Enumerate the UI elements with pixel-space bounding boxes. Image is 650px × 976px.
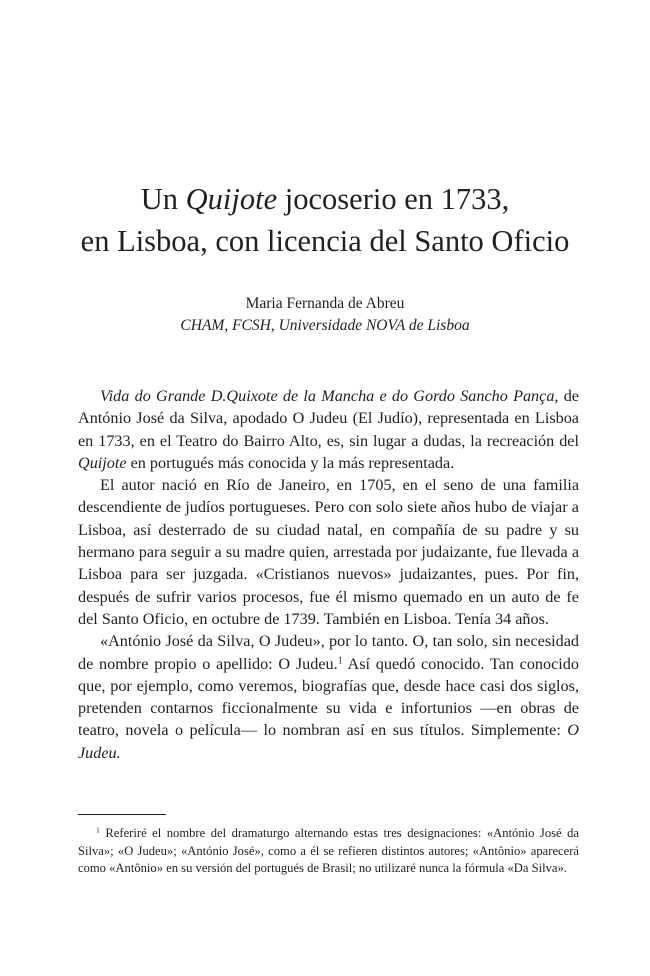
o-judeu-italic: O Judeu.	[78, 721, 579, 762]
footnote-text: Referiré el nombre del dramaturgo alternando estas tres designaciones: «António José da Silva»; «O Judeu»; «António José», como a él se refieren distintos autores; «Antônio» aparecerá como «Antônio» en su versión del portugués de Brasil; no utilizaré nunca la fórmula «Da Silva».	[78, 826, 579, 876]
paragraph-3-text-b: Así quedó conocido. Tan conocido que, por ejemplo, como veremos, biografías que, desde hace casi dos siglos, pretenden contarnos ficcionalmente su vida e infortunios —en obras de teatro, novela o película— lo nombran así en sus títulos. Simplemente:	[78, 654, 579, 740]
quijote-italic: Quijote	[78, 453, 127, 472]
paragraph-1-text-a: de António José da Silva, apodado O Judeu (El Judío), representada en Lisboa en 1733, en el Teatro do Bairro Alto, es, sin lugar a dudas, la recreación del	[78, 387, 579, 450]
author-affiliation: CHAM, FCSH, Universidade NOVA de Lisboa	[180, 317, 470, 334]
title-line-2: en Lisboa, con licencia del Santo Oficio	[80, 224, 570, 258]
footnote-divider	[78, 814, 166, 815]
paragraph-1-text-b: en portugués más conocida y la más representada.	[126, 453, 455, 472]
author-block	[0, 293, 650, 337]
footnote-1	[78, 825, 579, 878]
footnote-number: 1	[96, 825, 100, 835]
work-title-italic: Vida do Grande D.Quixote de la Mancha e do Gordo Sancho Pança,	[100, 387, 559, 405]
footnote-reference[interactable]: 1	[337, 655, 343, 667]
article-title	[0, 178, 650, 262]
title-prefix: Un	[140, 182, 186, 216]
paragraph-1	[78, 385, 579, 474]
paragraph-3	[78, 630, 579, 764]
paragraph-2: El autor nació en Río de Janeiro, en 1705, en el seno de una familia descendiente de judíos portugueses. Pero con solo siete años hubo de viajar a Lisboa, así desterrado de su ciudad natal, en compañía de su padre y su hermano para seguir a su madre quien, arrestada por judaizante, fue llevada a Lisboa para ser juzgada. «Cristianos nuevos» judaizantes, pues. Por fin, después de sufrir varios procesos, fue él mismo quemado en un auto de fe del Santo Oficio, en octubre de 1739. También en Lisboa. Tenía 34 años.	[78, 476, 579, 628]
title-suffix: jocoserio en 1733,	[277, 182, 510, 216]
paragraph-3-text-a: «António José da Silva, O Judeu», por lo tanto. O, tan solo, sin necesidad de nombre propio o apellido: O Judeu.	[78, 632, 579, 673]
author-name: Maria Fernanda de Abreu	[245, 295, 405, 312]
title-italic-quijote: Quijote	[185, 182, 278, 216]
body-text	[78, 385, 579, 764]
title-line-1	[0, 178, 650, 220]
